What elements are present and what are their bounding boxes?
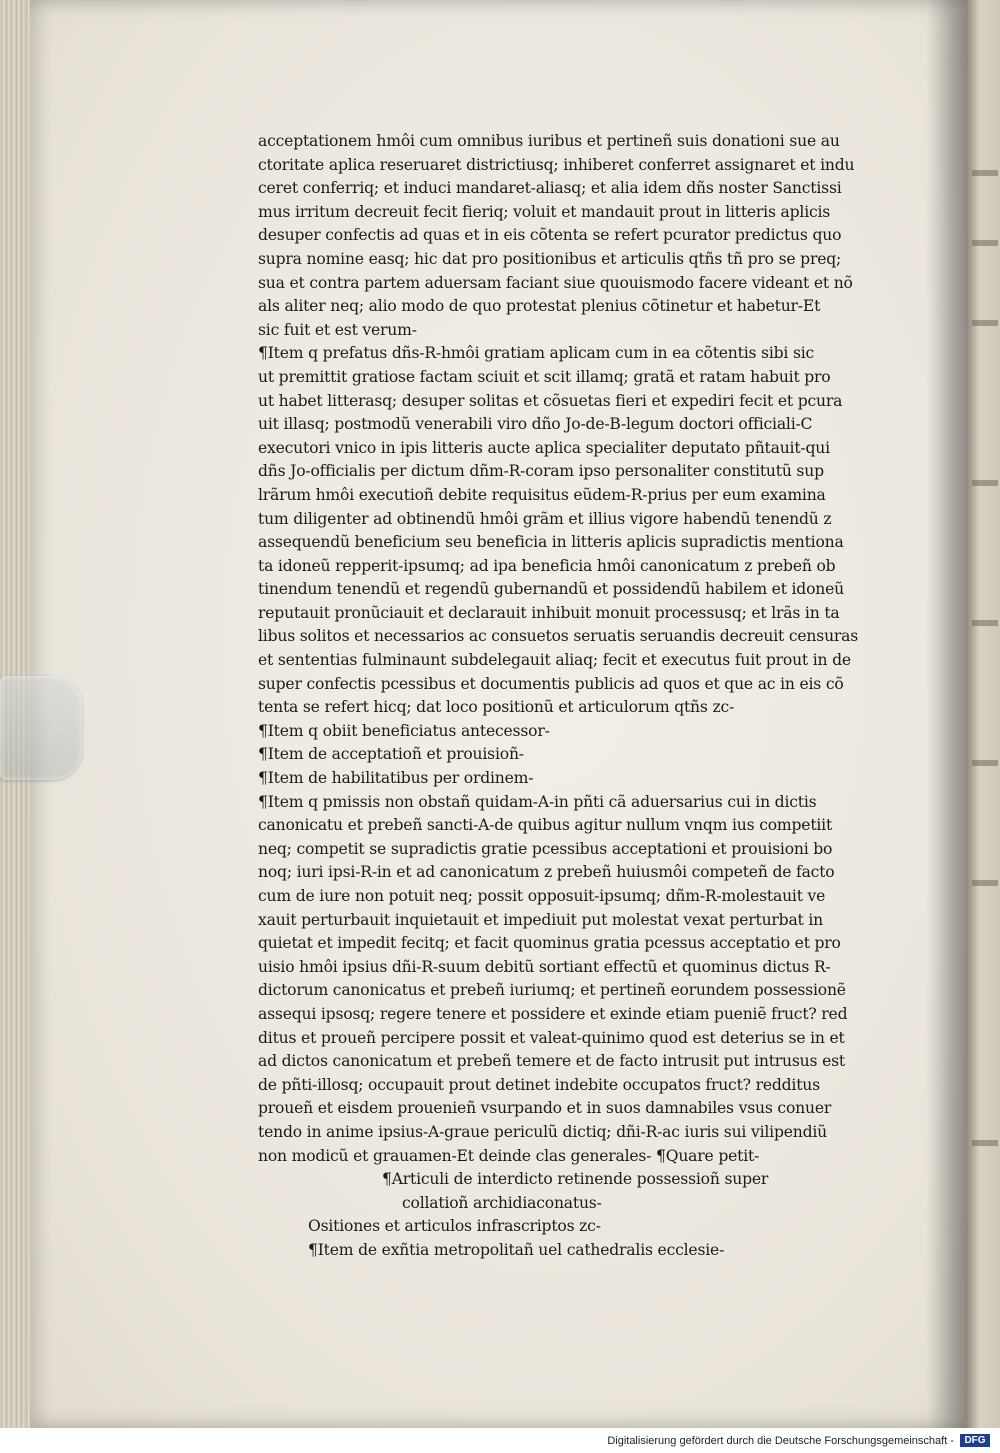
digitization-footer <box>0 1428 1000 1453</box>
text-line: uit illasq; postmodũ venerabili viro dño Jo-de-B-legum doctori officiali-C <box>258 415 813 434</box>
text-line: lrãrum hmôi executioñ debite requisitus eũdem-R-prius per eum examina <box>258 485 826 504</box>
text-line: executori vnico in ipis litteris aucte aplica specialiter deputato pñtauit-qui <box>258 438 830 457</box>
text-line: ditus et proueñ percipere possit et valeat-quinimo quod est deterius se in et <box>258 1028 845 1047</box>
text-line: neq; competit se supradictis gratie pcessibus acceptationi et prouisioni bo <box>258 839 833 858</box>
gutter-shadow <box>926 0 966 1428</box>
text-line: ta idoneũ repperit-ipsumq; ad ipa beneficia hmôi canonicatum z prebeñ ob <box>258 556 836 575</box>
text-line: ad dictos canonicatum et prebeñ temere et de facto intrusit put intrusus est <box>258 1052 845 1071</box>
text-line: mus irritum decreuit fecit fieriq; voluit et mandauit prout in litteris aplicis <box>258 202 831 221</box>
text-line: tenta se refert hicq; dat loco positionũ et articulorum qtñs zc- <box>258 698 735 717</box>
text-line: canonicatu et prebeñ sancti-A-de quibus agitur nullum vnqm ius competiit <box>258 816 833 835</box>
closing-line: ¶Item de exñtia metropolitañ uel cathedralis ecclesie- <box>308 1240 725 1259</box>
text-line: noq; iuri ipsi-R-in et ad canonicatum z prebeñ huiusmôi competeñ de facto <box>258 863 835 882</box>
text-line: ctoritate aplica reseruaret districtiusq; inhiberet conferret assignaret et indu <box>258 155 855 174</box>
section-heading-line: ¶Articuli de interdicto retinende possessioñ super <box>382 1170 769 1189</box>
text-line: ceret conferriq; et induci mandaret-aliasq; et alia idem dñs noster Sanctissi <box>258 179 842 198</box>
text-line: proueñ et eisdem prouenieñ vsurpando et in suos damnabiles vsus conuer <box>258 1099 832 1118</box>
text-line: uisio hmôi ipsius dñi-R-suum debitũ sortiant effectũ et quominus dictus R- <box>258 957 831 976</box>
text-line: sua et contra partem aduersam faciant siue quouismodo facere videant et nõ <box>258 273 853 292</box>
footer-credit: Digitalisierung gefördert durch die Deutsche Forschungsgemeinschaft - <box>607 1435 954 1447</box>
text-line: assequi ipsosq; regere tenere et possidere et exinde etiam pueniẽ fruct? red <box>258 1004 848 1023</box>
text-line: tinendum tenendũ et regendũ gubernandũ et possidendũ habilem et idoneũ <box>258 580 844 599</box>
text-line: dictorum canonicatus et prebeñ iuriumq; et pertineñ eorundem possessionẽ <box>258 981 846 1000</box>
text-line: ut premittit gratiose factam sciuit et scit illamq; gratã et ratam habuit pro <box>258 367 831 386</box>
closing-line: Ositiones et articulos infrascriptos zc- <box>308 1217 601 1236</box>
text-line: non modicũ et grauamen-Et deinde clas generales- ¶Quare petit- <box>258 1146 760 1165</box>
text-line: ut habet litterasq; desuper solitas et cõsuetas fieri et expediri fecit et pcura <box>258 391 843 410</box>
text-line: de pñti-illosq; occupauit prout detinet indebite occupatos fruct? redditus <box>258 1075 820 1094</box>
text-line: tendo in anime ipsius-A-graue periculũ dictiq; dñi-R-ac iuris sui vilipendiũ <box>258 1122 828 1141</box>
text-line: super confectis pcessibus et documentis publicis ad quos et que ac in eis cõ <box>258 674 844 693</box>
dfg-logo: DFG <box>960 1434 990 1447</box>
section-heading-line: collatioñ archidiaconatus- <box>402 1193 602 1212</box>
text-line: reputauit pronũciauit et declarauit inhibuit monuit processusq; et lrãs in ta <box>258 603 840 622</box>
adjacent-page-edge <box>966 0 1000 1428</box>
text-line: ¶Item q obiit beneficiatus antecessor- <box>258 721 550 740</box>
text-line: tum diligenter ad obtinendũ hmôi grãm et illius vigore habendũ tenendũ z <box>258 509 832 528</box>
text-line: xauit perturbauit inquietauit et impediuit put molestat vexat perturbat in <box>258 910 823 929</box>
text-line: acceptationem hmôi cum omnibus iuribus et pertineñ suis donationi sue au <box>258 132 840 150</box>
text-line: ¶Item q prefatus dñs-R-hmôi gratiam aplicam cum in ea cõtentis sibi sic <box>258 344 815 363</box>
text-line: libus solitos et necessarios ac consuetos seruatis seruandis decreuit censuras <box>258 627 859 646</box>
text-line: supra nomine easq; hic dat pro positionibus et articulis qtñs tñ pro se preq; <box>258 249 842 268</box>
text-line: ¶Item de habilitatibus per ordinem- <box>258 769 534 788</box>
text-line: ¶Item q pmissis non obstañ quidam-A-in pñti cã aduersarius cui in dictis <box>258 792 817 811</box>
text-line: assequendũ beneficium seu beneficia in litteris aplicis supradictis mentiona <box>258 533 844 552</box>
text-line: ¶Item de acceptatioñ et prouisioñ- <box>258 745 524 764</box>
text-line: sic fuit et est verum- <box>258 320 417 339</box>
text-line: cum de iure non potuit neq; possit opposuit-ipsumq; dñm-R-molestauit ve <box>258 887 826 905</box>
text-line: dñs Jo-officialis per dictum dñm-R-coram ipso personaliter constitutũ sup <box>258 462 824 481</box>
text-line: et sententias fulminaunt subdelegauit aliaq; fecit et executus fuit prout in de <box>258 651 851 670</box>
printed-text-block <box>258 130 878 1263</box>
text-line: desuper confectis ad quas et in eis cõtenta se refert pcurator predictus quo <box>258 226 842 245</box>
page-holder-clip <box>0 676 82 780</box>
text-line: als aliter neq; alio modo de quo protestat plenius cõtinetur et habetur-Et <box>258 297 821 316</box>
text-line: quietat et impedit fecitq; et facit quominus gratia pcessus acceptatio et pro <box>258 934 841 953</box>
